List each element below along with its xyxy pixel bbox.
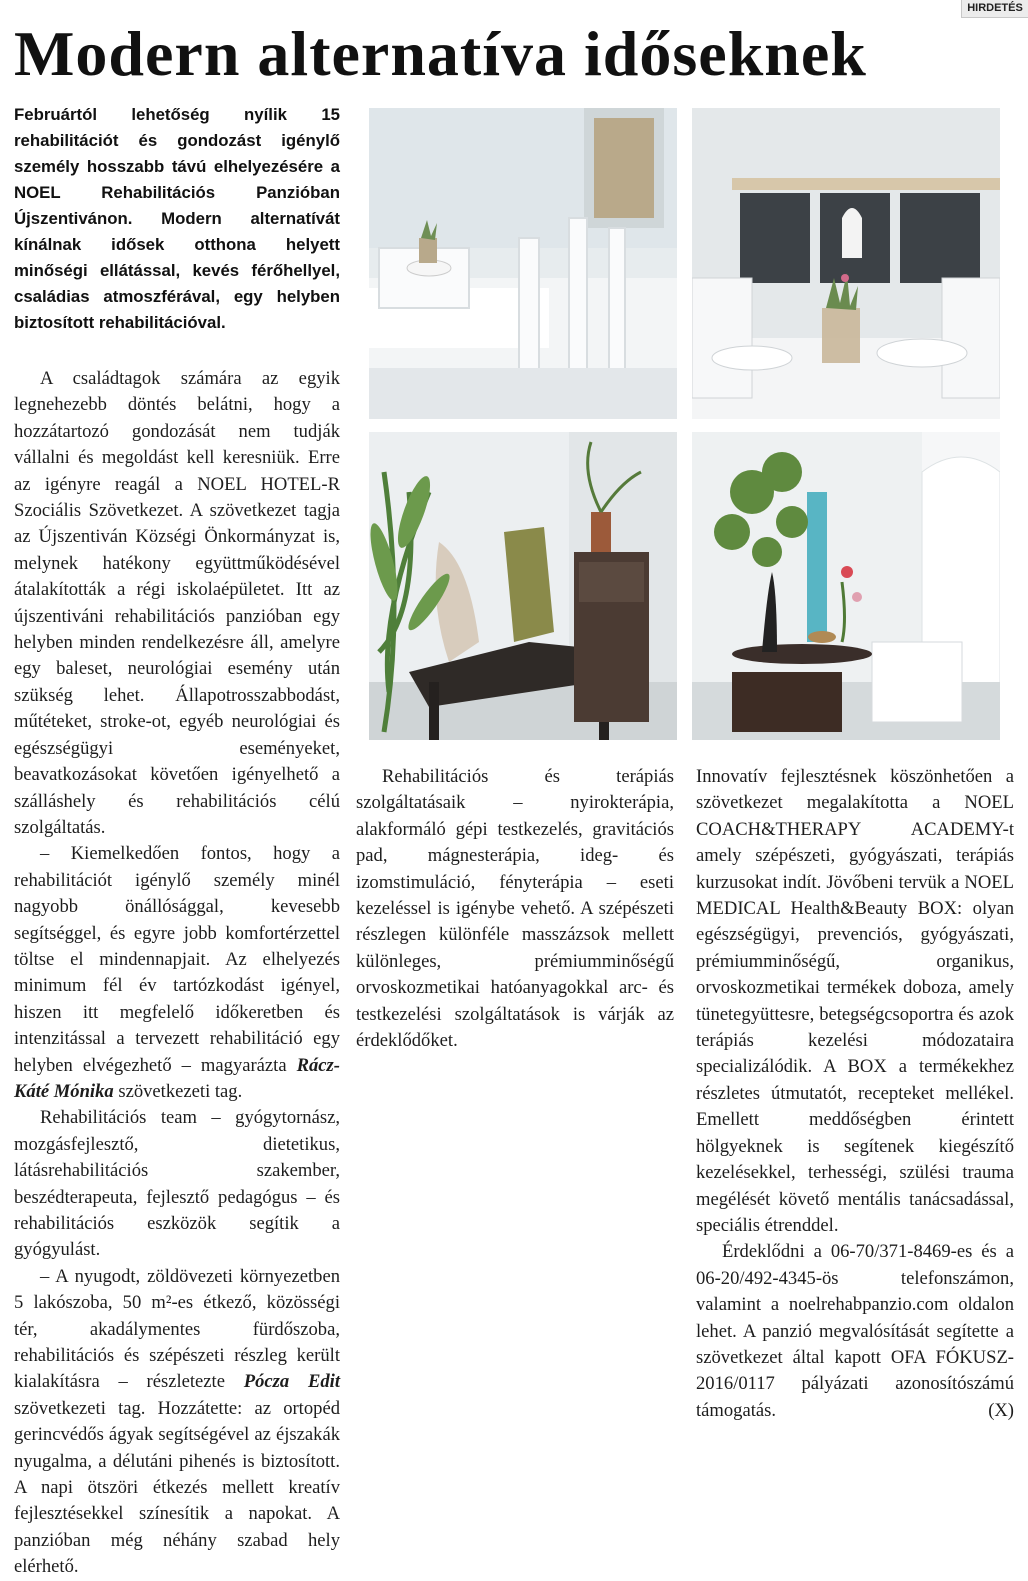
quote-text: – Kiemelkedően fontos, hogy a rehabilitációt igénylő személy minél nagyobb önállósággal, kevesebb segítséggel, és egyre jobb komfortérzettel töltse el mindennapjait. Az elhelyezés minimum fél év tartózkodást igényel, hiszen itt megfelelő időkeretben és intenzitással a tervezett rehabilitáció egy helyben elvégezhető – magyarázta [14,843,340,1076]
advertisement-label: HIRDETÉS [961,0,1028,18]
quote-end: szövetkezeti tag. Hozzátette: az ortopéd gerincvédős ágyak segítségével az éjszakák nyugalma, a délutáni pihenés is biztosított. A napi ötszöri étkezés mellett kreatív fejlesztésekkel színesítik a napokat. A panzióban még néhány szabad hely elérhető. [14,1397,340,1578]
hallway-bench-photo [369,432,677,740]
signoff: (X) [988,1399,1014,1421]
body-paragraph: A családtagok számára az egyik legnehezebb döntés belátni, hogy a hozzátartozó gondozását nem tudják vállalni és megoldást kell keresniük. Erre az igényre reagál a NOEL HOTEL-R Szociális Szövetkezet. A szövetkezet tagja az Újszentiván Községi Önkormányzat is, melynek hatékony együttműködésével átalakították a régi iskolaépületet. Itt az újszentiváni rehabilitációs panzióban egy helyben minden rendelkezésre áll, amelyre egy baleset, neurológiai esemény után szükség lehet. Állapotrosszabbodást, műtéteket, stroke-ot, egyéb neurológiai és egészségügyi eseményeket, beavatkozásokat követően igényelhető a szálláshely és rehabilitációs célú szolgáltatás. [14,368,340,838]
body-paragraph-quote [14,841,340,1105]
body-paragraph: Innovatív fejlesztésnek köszönhetően a szövetkezet megalakította a NOEL COACH&THERAPY ACADEMY-t amely szépészeti, gyógyászati, terápiás kurzusokat indít. Jövőbeni tervük a NOEL MEDICAL Health&Beauty BOX: olyan egészségügyi, prevenciós, gyógyászati, prémiumminőségű, organikus, orvoskozmetikai termékek doboza, amely tünetegyüttesre, betegségcsoportra és azok terápiás kezelési módozataira specializálódik. A BOX a termékekhez részletes útmutatót, recepteket mellékel. Emellett meddőségben érintett hölgyeknek is segítenek kiegészítő kezelésekkel, terhességi, szülési trauma megélését követő mentális tanácsadással, speciális étrenddel. [696,766,1014,1236]
column-2 [356,764,674,1054]
quote-end: szövetkezeti tag. [113,1080,243,1102]
column-1 [14,102,340,1581]
headline: Modern alternatíva időseknek [14,18,867,89]
person-name: Rácz-Káté Mónika [14,1054,340,1102]
quote-text: – A nyugodt, zöldövezeti környezetben 5 lakószoba, 50 m²-es étkező, közösségi tér, akadálymentes fürdőszoba, rehabilitációs és szépészeti részleg került kialakításra – részletezte [14,1265,340,1393]
contact-text: Érdeklődni a 06-70/371-8469-es és a 06-20/492-4345-ös telefonszámon, valamint a noelrehabpanzio.com oldalon lehet. A panzió megvalósítását segítette a szövetkezet által kapott OFA FÓKUSZ-2016/0117 pályázati azonosítószámú támogatás. [696,1241,1014,1421]
dining-room-photo [369,108,677,419]
column-3 [696,764,1014,1424]
lounge-plants-photo [692,432,1000,740]
lead-paragraph: Februártól lehetőség nyílik 15 rehabilitációt és gondozást igénylő személy hosszabb távú elhelyezésére a NOEL Rehabilitációs Panzióban Újszentivánon. Modern alternatívát kínálnak idősek otthona helyett minőségi ellátással, kevés férőhellyel, családias atmoszférával, egy helyben biztosított rehabilitációval. [14,105,340,332]
contact-paragraph [696,1239,1014,1424]
person-name: Pócza Edit [243,1371,340,1393]
body-paragraph: Rehabilitációs team – gyógytornász, mozgásfejlesztő, dietetikus, látásrehabilitációs szakember, beszédterapeuta, fejlesztő pedagógus – és rehabilitációs eszközök segítik a gyógyulást. [14,1107,340,1261]
body-paragraph-continued [14,1264,340,1581]
table-setting-photo [692,108,1000,419]
body-paragraph: Rehabilitációs és terápiás szolgáltatásaik – nyirokterápia, alakformáló gépi testkezelés, gravitációs pad, mágnesterápia, ideg- és izomstimuláció, fényterápia – eseti kezeléssel is igénybe vehető. A szépészeti részlegen különféle masszázsok mellett különleges, prémiumminőségű orvoskozmetikai hatóanyagokkal arc- és testkezelési szolgáltatások is várják az érdeklődőket. [356,766,674,1052]
